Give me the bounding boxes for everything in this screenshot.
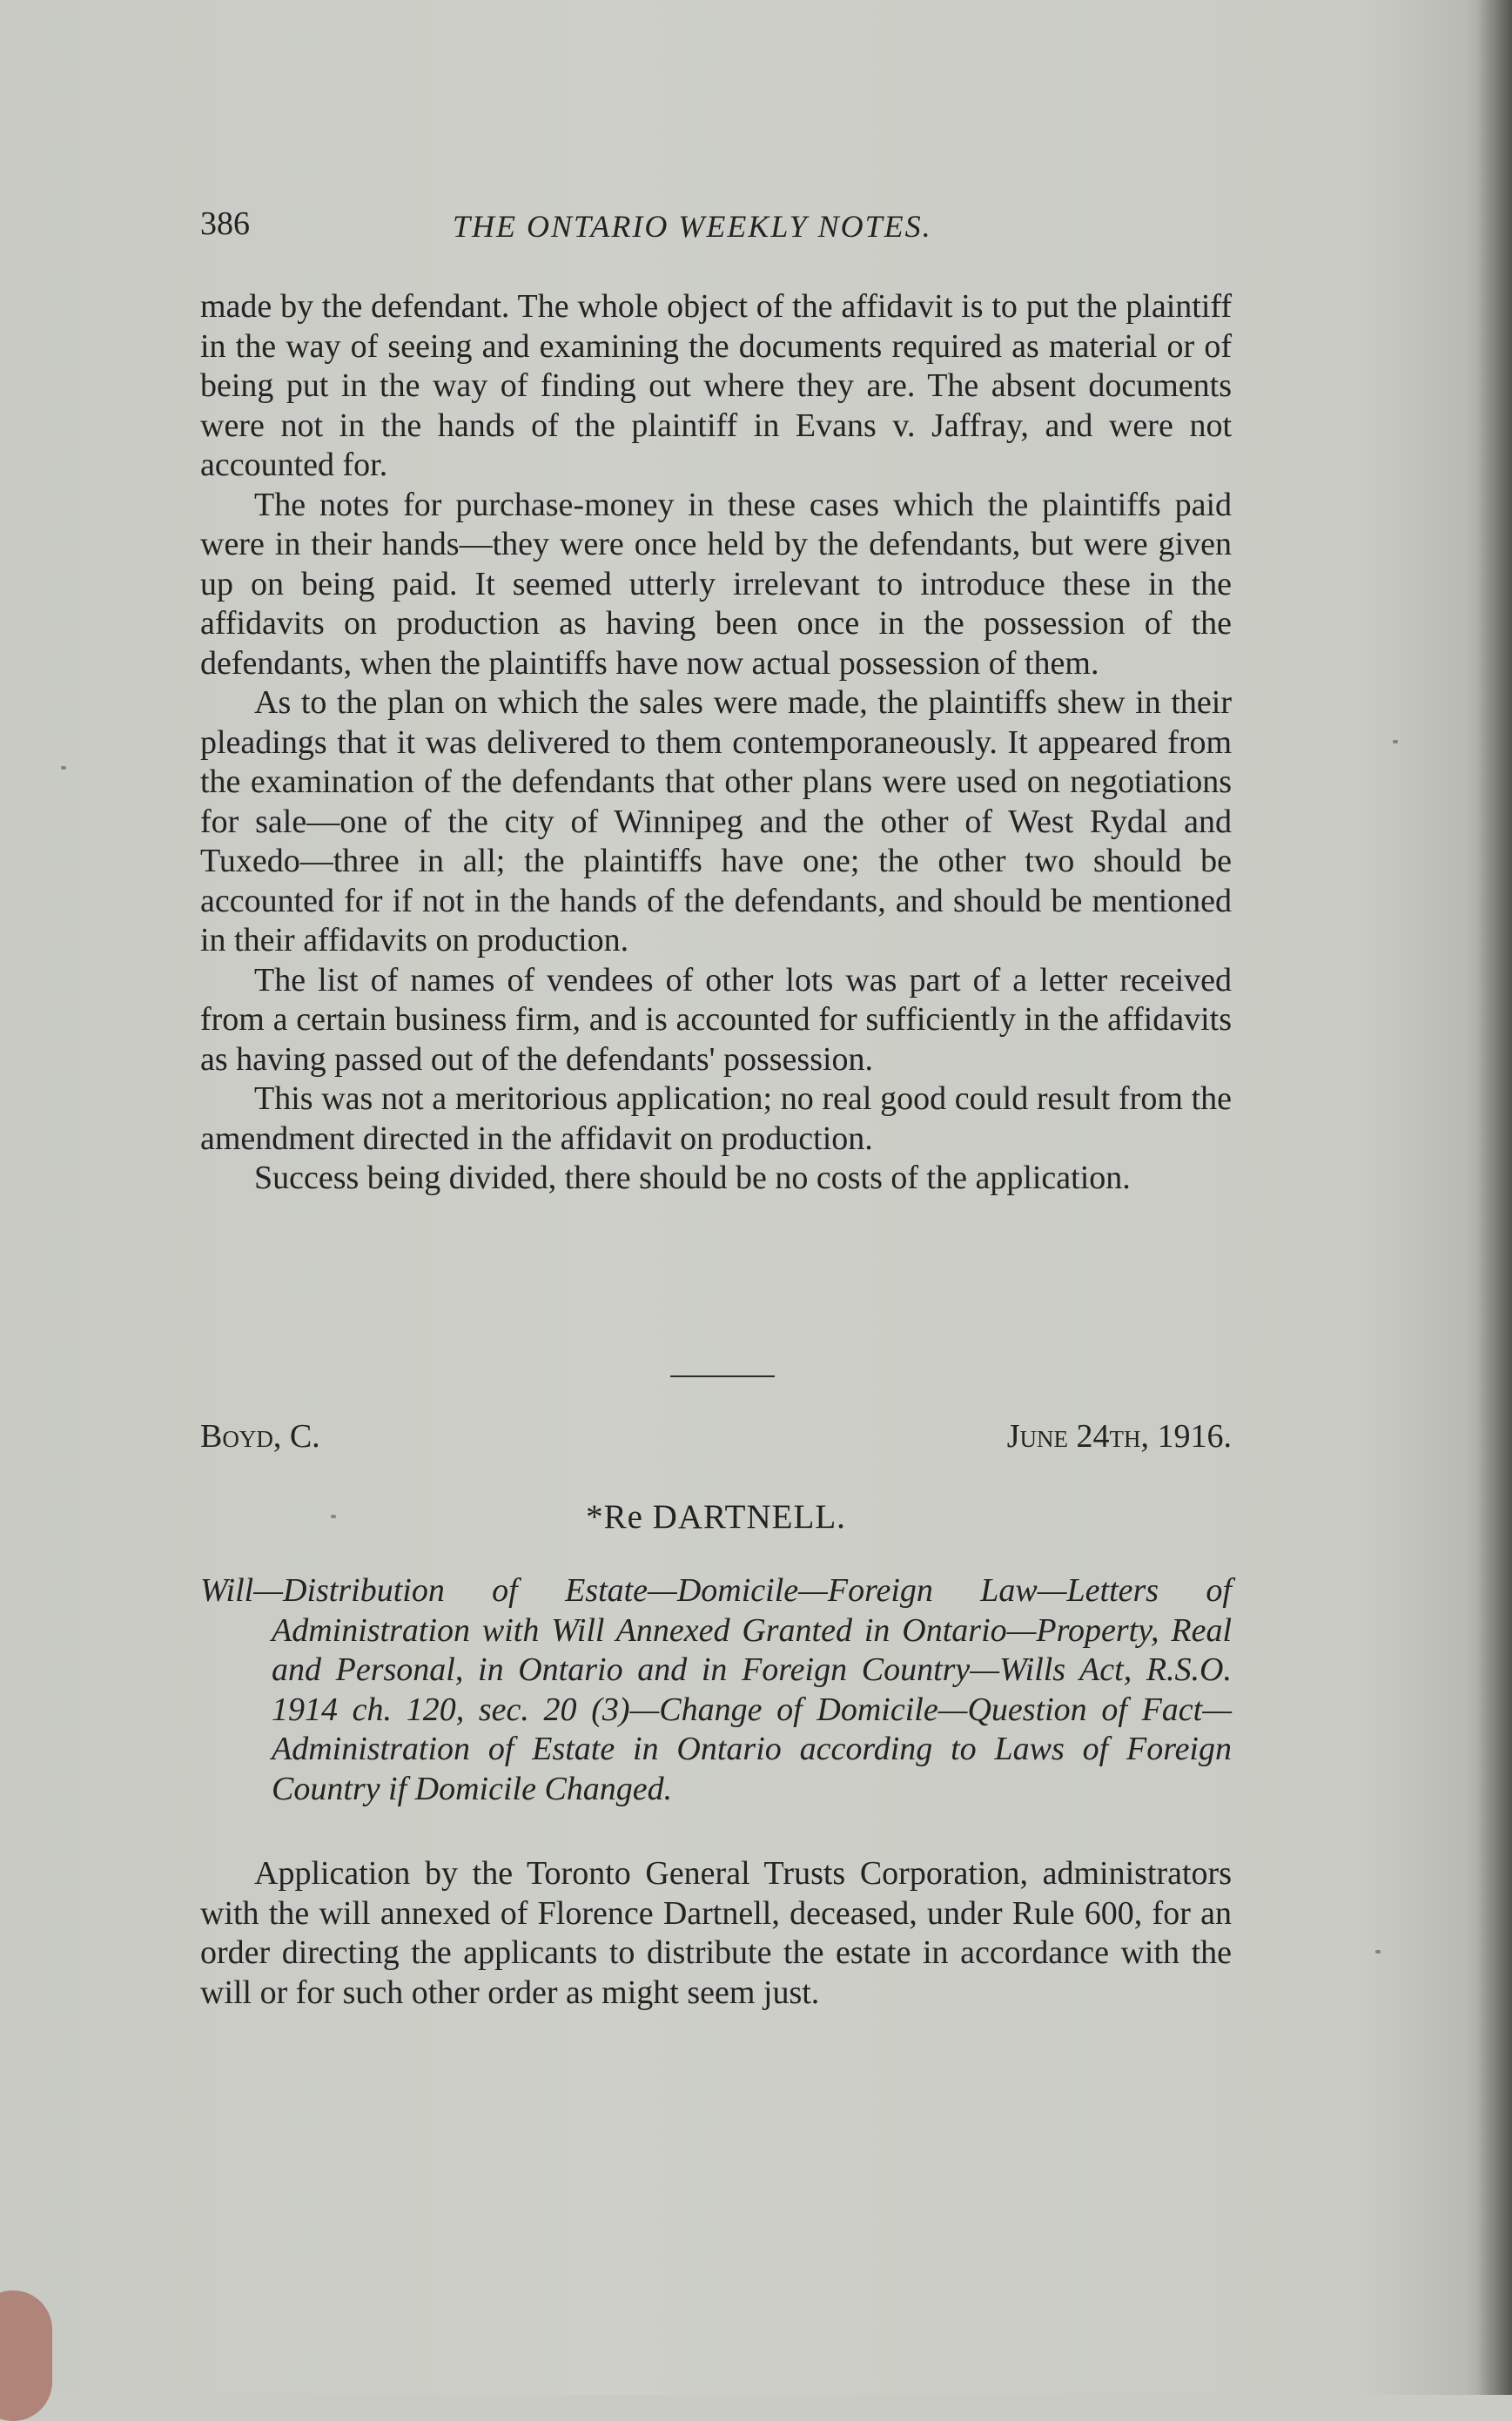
paragraph: The list of names of vendees of other lots was part of a letter received from a certain business firm, and is accounted for sufficiently in the affidavits as having passed out of the defendants' possession. — [200, 961, 1232, 1078]
body-text — [200, 287, 1232, 1199]
paragraph: As to the plan on which the sales were made, the plaintiffs shew in their pleadings that it was delivered to them contemporaneously. It appeared from the examination of the defendants that other plans were used on negotiations for sale—one of the city of Winnipeg and the other of West Rydal and Tuxedo—three in all; the plaintiffs have one; the other two should be accounted for if not in the hands of the defendants, and should be mentioned in their affidavits on production. — [200, 684, 1232, 958]
paper-speck — [1393, 740, 1398, 743]
paragraph: made by the defendant. The whole object of the affidavit is to put the plaintiff in the way of seeing and examining the documents required as material or of being put in the way of finding out where they are. The absent documents were not in the hands of the plaintiff in Evans v. Jaffray, and were not accounted for. — [200, 288, 1232, 483]
running-head: THE ONTARIO WEEKLY NOTES. — [453, 209, 932, 244]
judge-name: Boyd, C. — [200, 1418, 320, 1455]
paragraph: The notes for purchase-money in these cases which the plaintiffs paid were in their hands—they were once held by the defendants, but were given up on being paid. It seemed utterly irrelevant to introduce these in the affidavits on production as having been once in the possession of the defendants, when the plaintiffs have now actual possession of them. — [200, 486, 1232, 682]
thumb-shadow — [0, 2290, 52, 2421]
page-header — [200, 205, 1232, 257]
paper-speck — [331, 1515, 336, 1518]
paragraph: This was not a meritorious application; no real good could result from the amendment directed in the affidavit on production. — [200, 1080, 1232, 1157]
paper-speck — [1375, 1950, 1381, 1954]
headnote: Will—Distribution of Estate—Domicile—Foreign Law—Letters of Administration with Will Annexed Granted in Ontario—Property, Real and Personal, in Ontario and in Foreign Country—Wills Act, R.S.O. 1914 ch. 120, sec. 20 (3)—Change of Domicile—Question of Fact—Administration of Estate in Ontario according to Laws of Foreign Country if Domicile Changed. — [200, 1572, 1232, 1807]
page-gutter-shadow — [1477, 0, 1512, 2395]
paragraph: Application by the Toronto General Trusts Corporation, administrators with the will annexed of Florence Dartnell, deceased, under Rule 600, for an order directing the applicants to distribute the estate in accordance with the will or for such other order as might seem just. — [200, 1855, 1232, 2011]
section-divider — [670, 1375, 775, 1377]
judgment-date: June 24th, 1916. — [1006, 1418, 1232, 1455]
case-title: *Re DARTNELL. — [586, 1498, 846, 1536]
page-number: 386 — [200, 205, 250, 242]
application-text — [200, 1854, 1232, 2013]
paper-speck — [61, 766, 66, 770]
paragraph: Success being divided, there should be no costs of the application. — [254, 1160, 1131, 1196]
